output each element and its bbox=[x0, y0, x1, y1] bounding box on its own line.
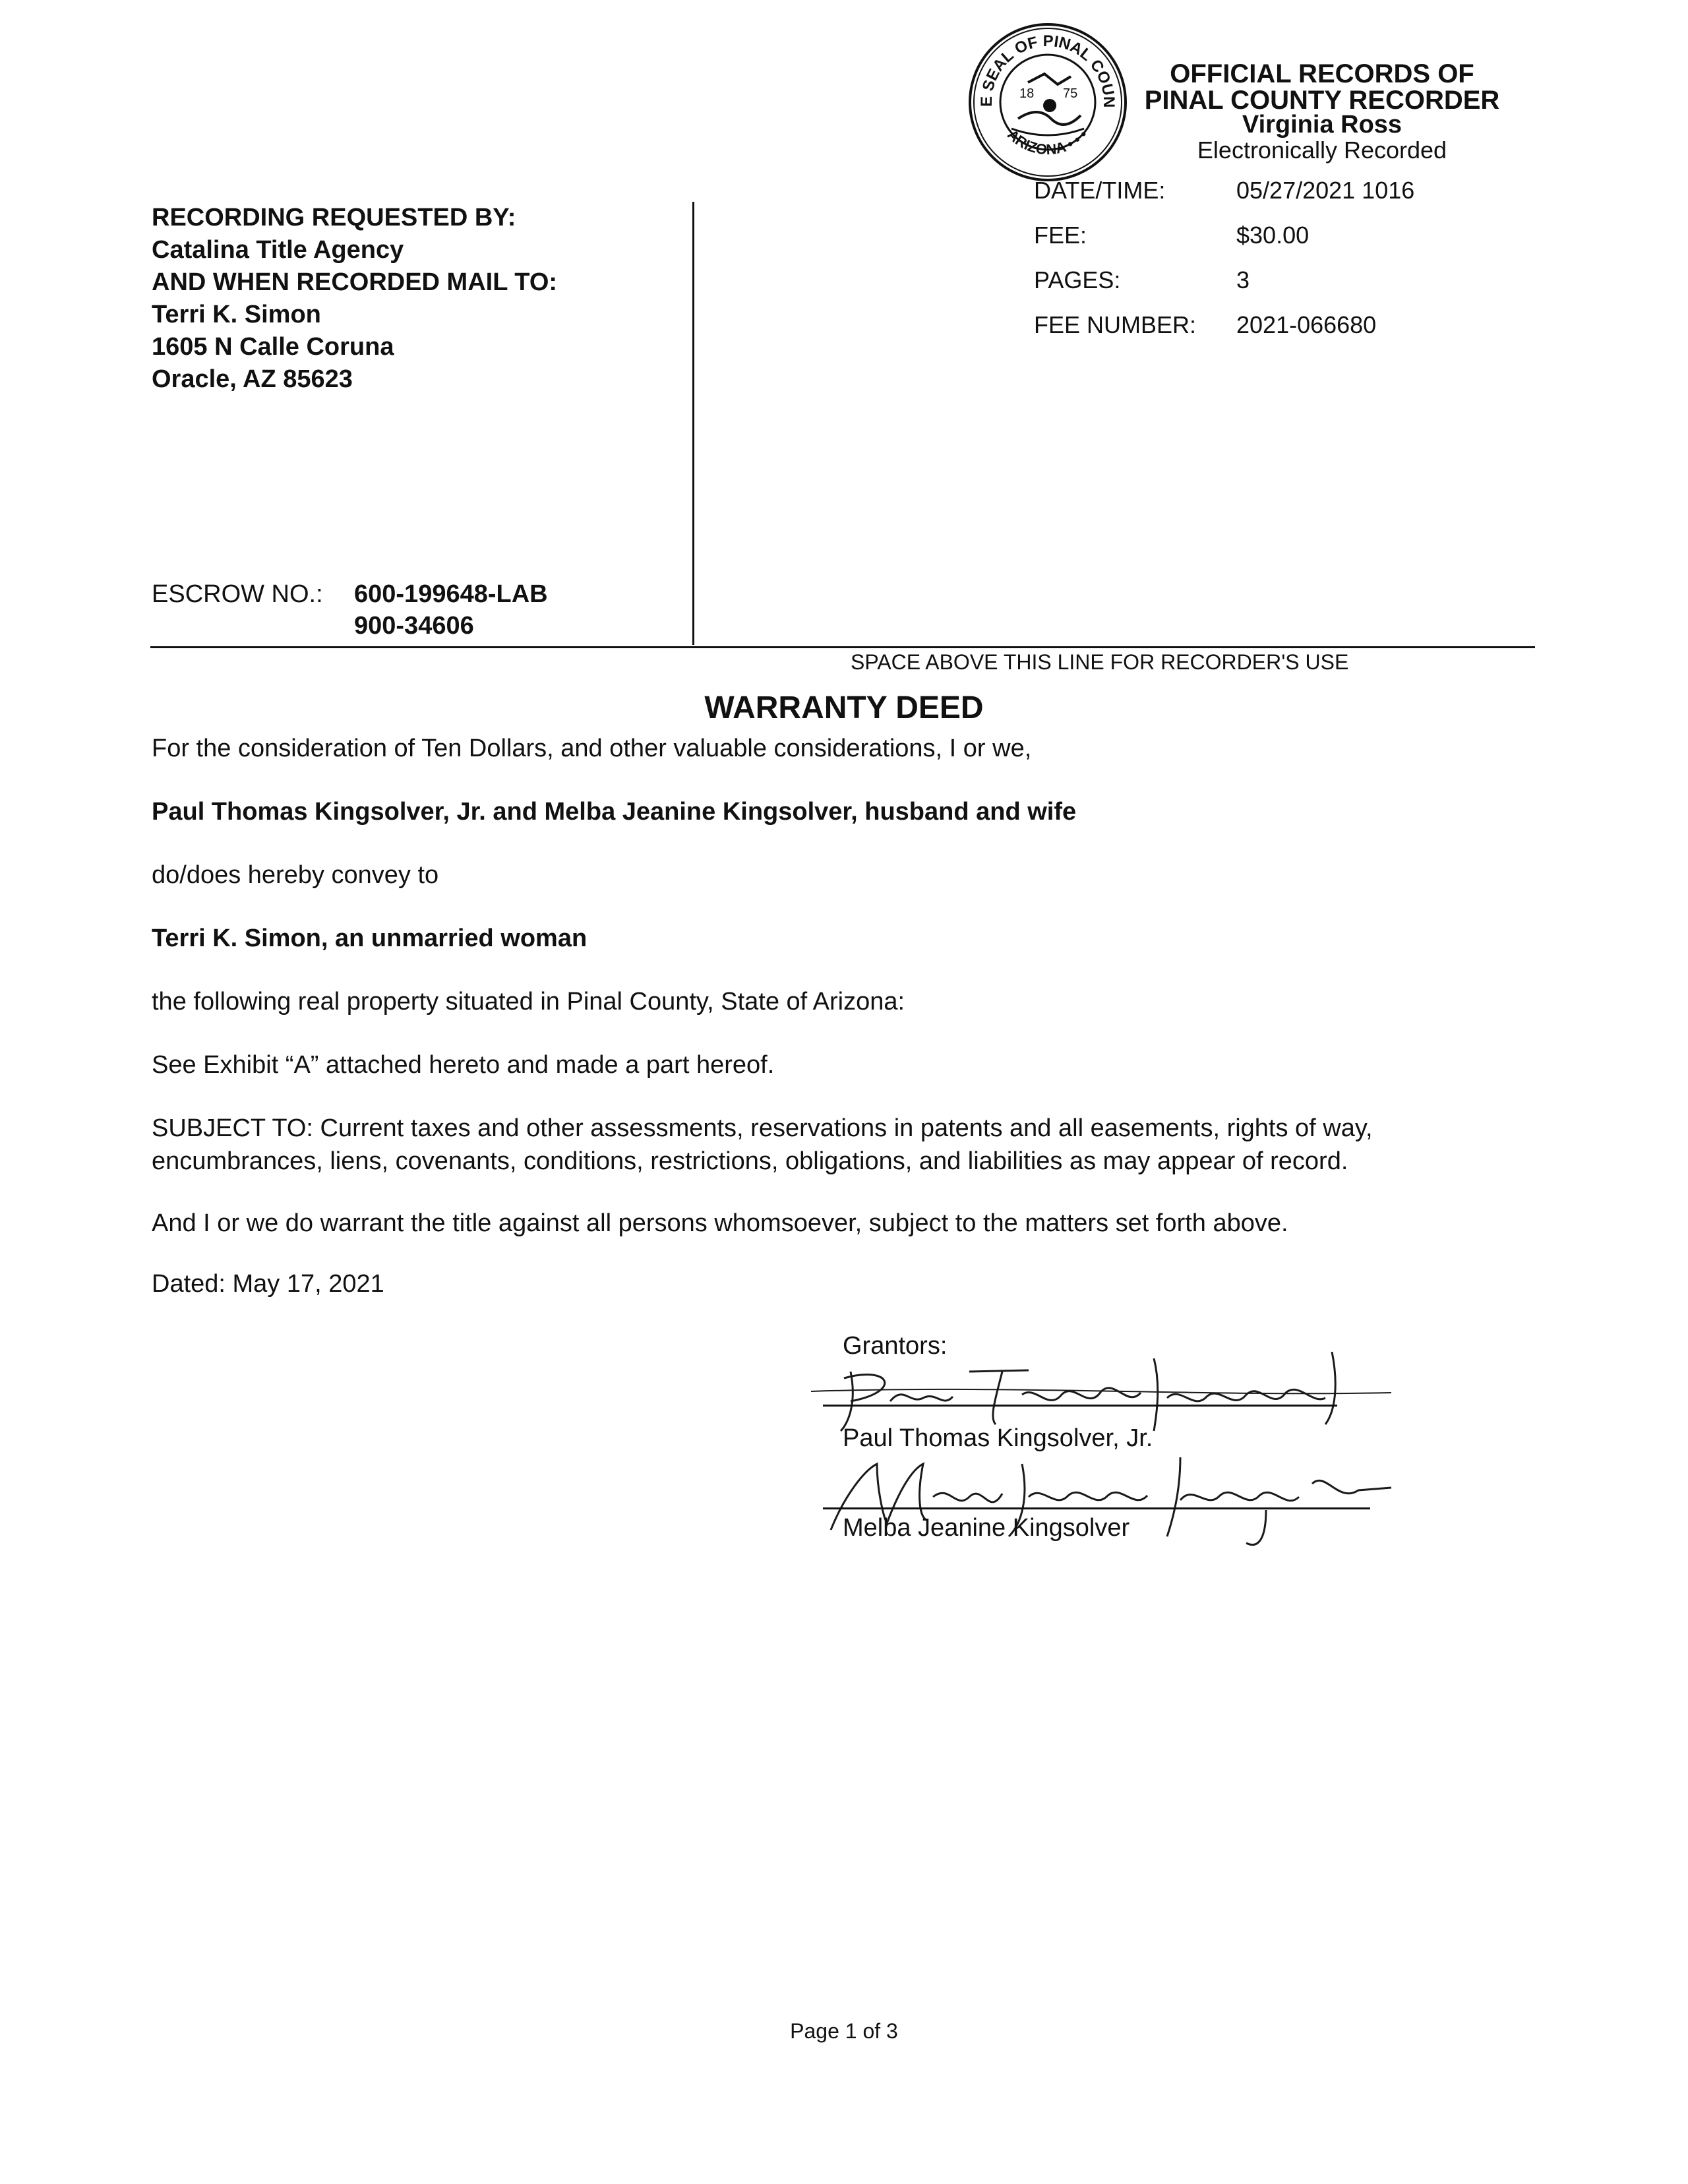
datetime-label: DATE/TIME: bbox=[1034, 177, 1166, 204]
recorder-status: Electronically Recorded bbox=[1197, 136, 1447, 164]
recorder-name: Virginia Ross bbox=[1242, 111, 1402, 138]
fee-value: $30.00 bbox=[1236, 222, 1310, 249]
consideration-text: For the consideration of Ten Dollars, and other valuable considerations, I or we, bbox=[152, 735, 1032, 762]
datetime-value: 05/27/2021 1016 bbox=[1236, 177, 1415, 204]
svg-text:75: 75 bbox=[1063, 86, 1078, 101]
exhibit-text: See Exhibit “A” attached hereto and made a part hereof. bbox=[152, 1051, 775, 1079]
mail-to-label: AND WHEN RECORDED MAIL TO: bbox=[152, 268, 558, 296]
recorder-header-line1: OFFICIAL RECORDS OF bbox=[1170, 59, 1474, 88]
grantors-label: Grantors: bbox=[843, 1332, 948, 1360]
subject-to-line1: SUBJECT TO: Current taxes and other assessments, reservations in patents and all easements, rights of way, bbox=[152, 1114, 1373, 1142]
page-number: Page 1 of 3 bbox=[790, 2019, 898, 2043]
fee-number-value: 2021-066680 bbox=[1236, 311, 1377, 338]
recorder-use-divider bbox=[150, 646, 1535, 648]
mail-to-city: Oracle, AZ 85623 bbox=[152, 365, 353, 393]
recorder-header-line2: PINAL COUNTY RECORDER bbox=[1144, 86, 1500, 115]
svg-text:ARIZONA • • •: ARIZONA • • • bbox=[1004, 126, 1091, 158]
grantee-name: Terri K. Simon, an unmarried woman bbox=[152, 925, 588, 952]
mail-to-name: Terri K. Simon bbox=[152, 301, 321, 328]
requested-by-value: Catalina Title Agency bbox=[152, 236, 404, 264]
grantors-names: Paul Thomas Kingsolver, Jr. and Melba Jeanine Kingsolver, husband and wife bbox=[152, 798, 1077, 826]
svg-text:18: 18 bbox=[1019, 86, 1035, 101]
escrow-number-2: 900-34606 bbox=[354, 612, 474, 640]
document-title: WARRANTY DEED bbox=[704, 690, 984, 725]
requested-by-label: RECORDING REQUESTED BY: bbox=[152, 204, 516, 231]
signature-2-line bbox=[823, 1507, 1370, 1509]
signer-1-name: Paul Thomas Kingsolver, Jr. bbox=[843, 1424, 1153, 1452]
recorder-use-note: SPACE ABOVE THIS LINE FOR RECORDER'S USE bbox=[851, 650, 1349, 674]
fee-number-label: FEE NUMBER: bbox=[1034, 311, 1197, 338]
escrow-number-1: 600-199648-LAB bbox=[354, 580, 548, 608]
warrant-text: And I or we do warrant the title against all persons whomsoever, subject to the matters set forth above. bbox=[152, 1209, 1288, 1237]
signature-1-line bbox=[823, 1405, 1337, 1410]
convey-text: do/does hereby convey to bbox=[152, 861, 439, 889]
pages-value: 3 bbox=[1236, 266, 1250, 293]
vertical-divider bbox=[692, 202, 694, 645]
escrow-label: ESCROW NO.: bbox=[152, 580, 323, 608]
svg-text:THE SEAL OF PINAL COUNTY: E SEAL OF PINAL COUN bbox=[977, 32, 1118, 108]
signer-2-name: Melba Jeanine Kingsolver bbox=[843, 1514, 1130, 1542]
dated-text: Dated: May 17, 2021 bbox=[152, 1270, 384, 1298]
property-text: the following real property situated in Pinal County, State of Arizona: bbox=[152, 988, 905, 1016]
subject-to-line2: encumbrances, liens, covenants, conditions, restrictions, obligations, and liabilities as may appear of record. bbox=[152, 1147, 1348, 1175]
pages-label: PAGES: bbox=[1034, 266, 1121, 293]
mail-to-street: 1605 N Calle Coruna bbox=[152, 333, 394, 361]
fee-label: FEE: bbox=[1034, 222, 1087, 249]
recording-info-block bbox=[152, 202, 557, 396]
